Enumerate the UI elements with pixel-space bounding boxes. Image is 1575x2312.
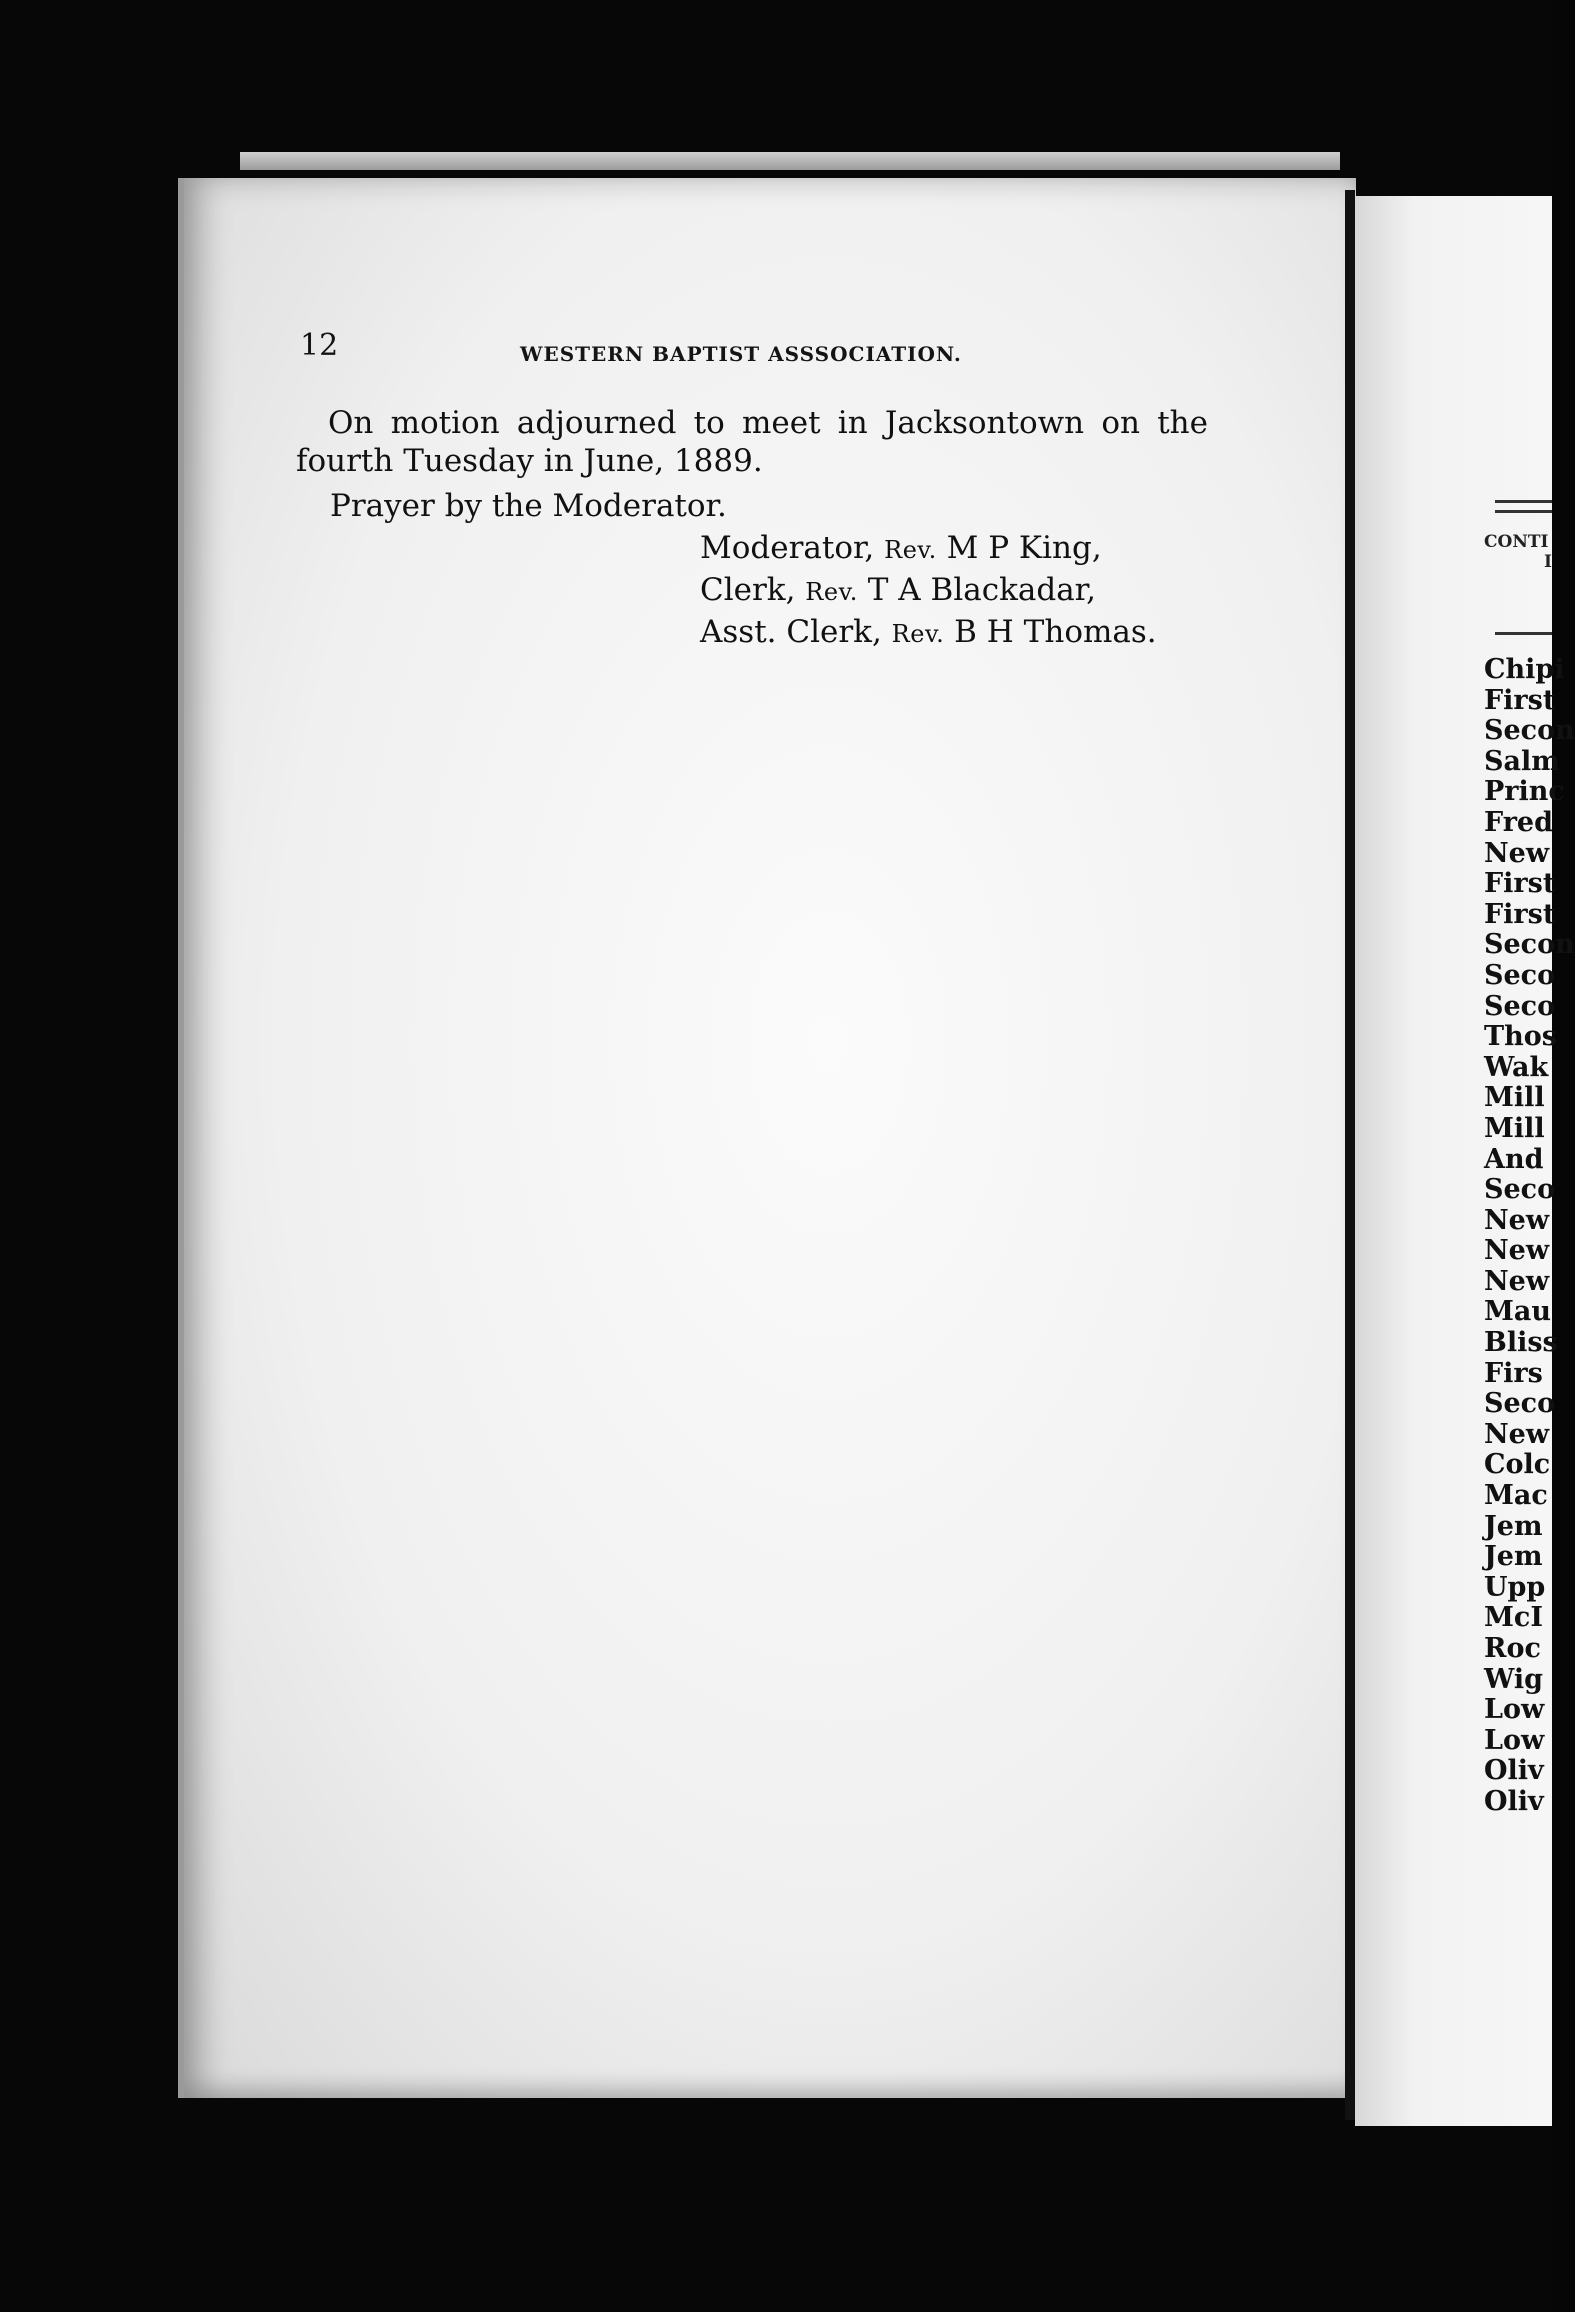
- facing-list-entry: Oliv: [1484, 1755, 1544, 1787]
- facing-list-entry: First: [1484, 684, 1556, 716]
- facing-list-entry: Secon: [1484, 929, 1575, 961]
- facing-list-entry: Jem: [1484, 1541, 1543, 1573]
- prayer-line: Prayer by the Moderator.: [330, 488, 727, 524]
- signature-title: Rev.: [805, 578, 858, 606]
- facing-list-entry: Colc: [1484, 1449, 1551, 1481]
- facing-list-entry: And: [1484, 1143, 1544, 1175]
- signature-block: [700, 528, 1157, 654]
- facing-page-heading: [1484, 532, 1552, 572]
- signature-role: Clerk,: [700, 572, 806, 608]
- signature-name: M P King,: [946, 530, 1102, 566]
- facing-page-rule-top-2: [1495, 510, 1552, 513]
- facing-list-entry: Chipi: [1484, 654, 1565, 685]
- facing-list-entry: Wig: [1484, 1663, 1543, 1695]
- facing-list-entry: Mau: [1484, 1296, 1552, 1328]
- page-number: 12: [300, 328, 339, 363]
- facing-list-entry: Mill: [1484, 1082, 1545, 1114]
- facing-list-entry: Low: [1484, 1694, 1545, 1726]
- page-top-edge: [240, 152, 1340, 170]
- facing-list-entry: Seco: [1484, 1174, 1556, 1206]
- adjournment-paragraph: [296, 404, 1208, 480]
- facing-page-list: [1484, 654, 1575, 1818]
- facing-list-entry: Roc: [1484, 1633, 1541, 1664]
- facing-list-entry: New: [1484, 837, 1550, 869]
- running-title: WESTERN BAPTIST ASSSOCIATION.: [520, 342, 962, 366]
- signature-clerk: [700, 570, 1157, 612]
- facing-list-entry: Oliv: [1484, 1785, 1544, 1817]
- adjournment-text: On motion adjourned to meet in Jacksontown on the fourth Tuesday in June, 1889.: [296, 405, 1208, 479]
- facing-list-entry: Bliss: [1484, 1327, 1558, 1359]
- facing-list-entry: Princ: [1484, 776, 1565, 808]
- facing-list-entry: Secon: [1484, 715, 1575, 747]
- facing-page-rule-top: [1495, 500, 1552, 503]
- facing-list-entry: McI: [1484, 1602, 1543, 1634]
- facing-heading-line-2: I: [1544, 552, 1552, 572]
- signature-title: Rev.: [884, 536, 937, 564]
- signature-name: B H Thomas.: [954, 614, 1157, 650]
- facing-list-entry: First: [1484, 898, 1556, 930]
- facing-list-entry: First: [1484, 868, 1556, 900]
- facing-heading-line-1: CONTI: [1484, 532, 1549, 552]
- signature-assistant-clerk: [700, 612, 1157, 654]
- signature-name: T A Blackadar,: [867, 572, 1096, 608]
- facing-list-entry: Salm: [1484, 745, 1560, 777]
- facing-list-entry: Low: [1484, 1724, 1545, 1756]
- signature-role: Asst. Clerk,: [700, 614, 892, 650]
- facing-list-entry: Thos: [1484, 1021, 1557, 1053]
- facing-list-entry: Mill: [1484, 1112, 1545, 1144]
- facing-list-entry: Seco: [1484, 959, 1556, 991]
- facing-list-entry: Mac: [1484, 1480, 1548, 1512]
- facing-list-entry: Jem: [1484, 1510, 1543, 1542]
- facing-list-entry: Seco: [1484, 990, 1556, 1022]
- facing-list-entry: Fred: [1484, 806, 1553, 838]
- facing-list-entry: Upp: [1484, 1571, 1546, 1603]
- signature-title: Rev.: [891, 620, 945, 648]
- book-gutter: [1345, 190, 1355, 2120]
- facing-list-entry: New: [1484, 1204, 1550, 1236]
- facing-list-entry: New: [1484, 1418, 1550, 1450]
- signature-moderator: [700, 528, 1157, 570]
- facing-list-entry: New: [1484, 1235, 1550, 1267]
- facing-page-rule-bottom: [1495, 632, 1552, 635]
- facing-list-entry: Wak: [1484, 1051, 1549, 1083]
- facing-list-entry: Seco: [1484, 1388, 1556, 1420]
- facing-list-entry: New: [1484, 1265, 1550, 1297]
- signature-role: Moderator,: [700, 530, 885, 566]
- facing-list-entry: Firs: [1484, 1357, 1543, 1389]
